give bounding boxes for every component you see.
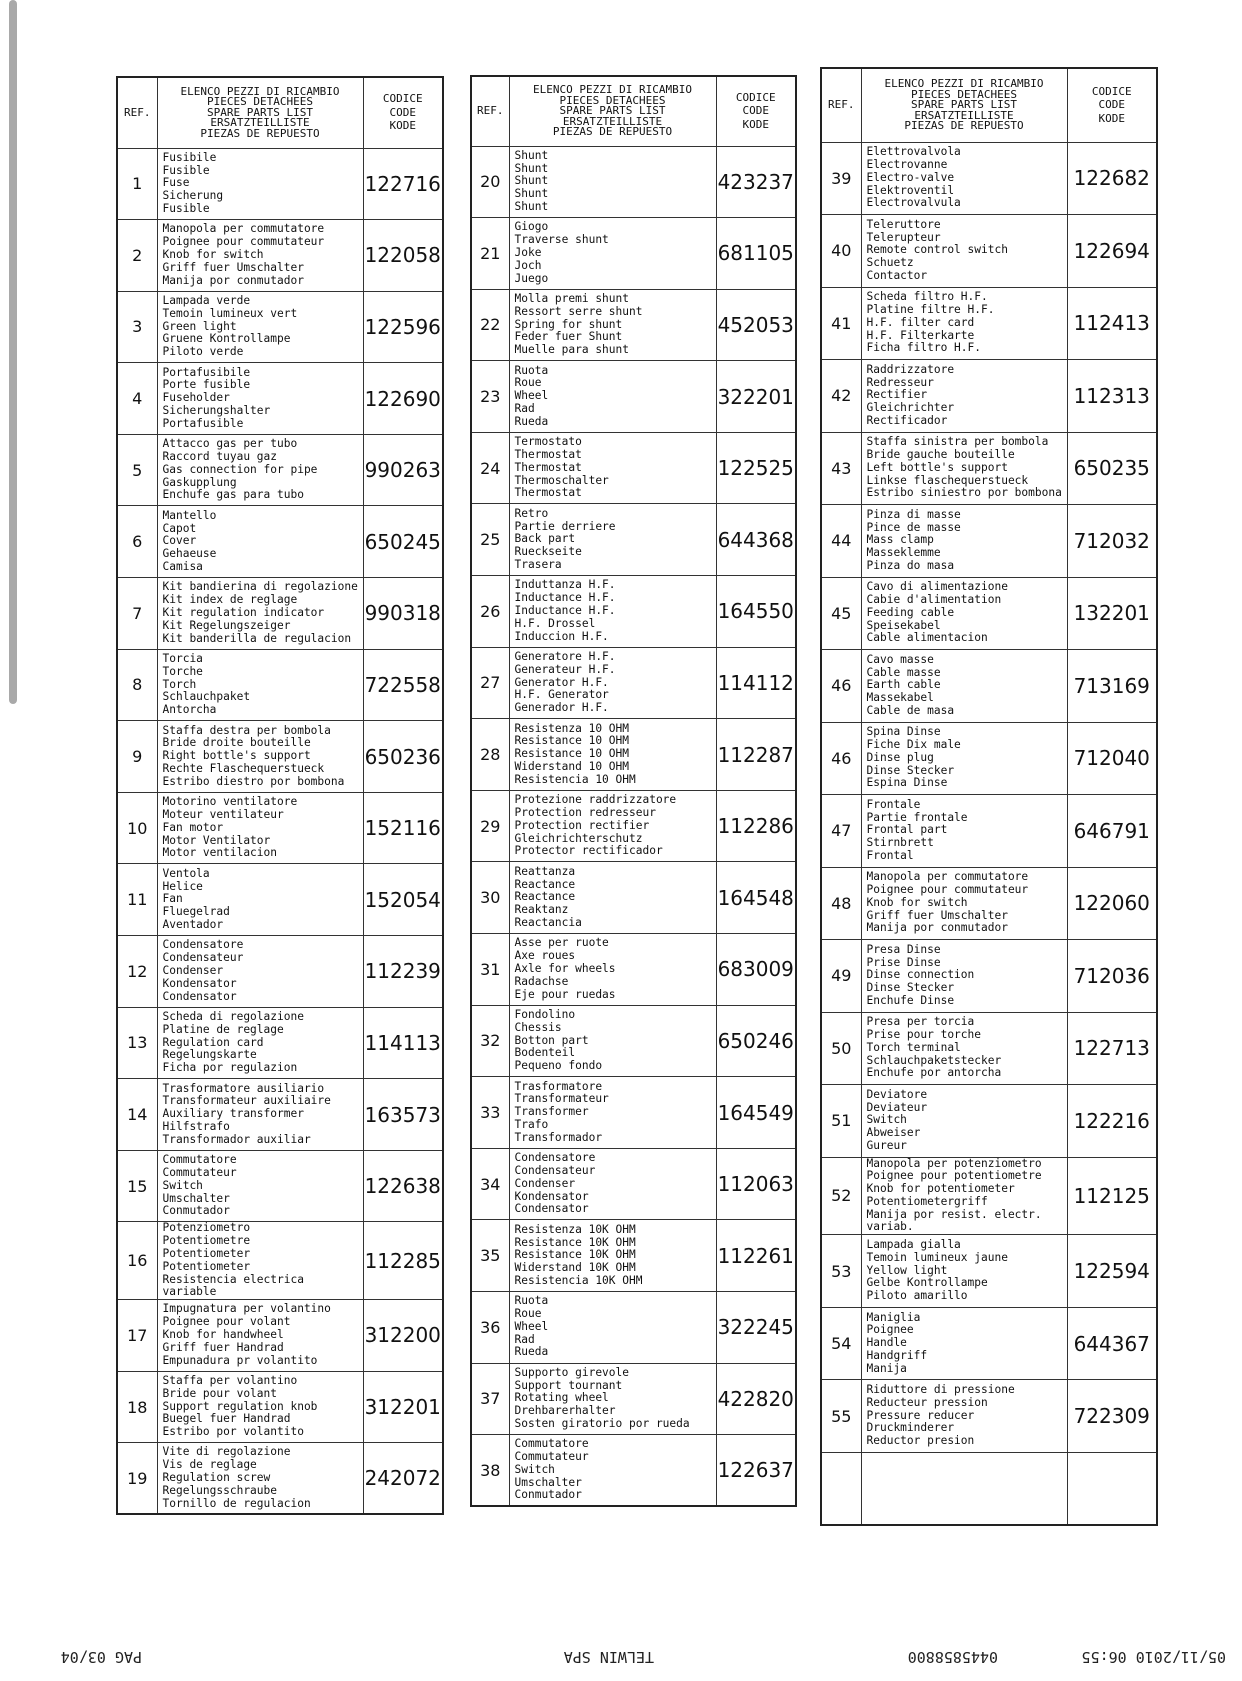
part-ref: 45 xyxy=(821,577,861,650)
parts-table-1 xyxy=(116,76,444,1515)
part-ref: 25 xyxy=(471,504,509,576)
part-description: Manopola per potenziometro Poignee pour potentiometre Knob for potentiometer Potentiometergriff Manija por resist. electr. variab. xyxy=(861,1157,1067,1235)
part-description: Retro Partie derriere Back part Rueckseite Trasera xyxy=(509,504,716,576)
part-ref: 6 xyxy=(117,506,157,578)
table-row xyxy=(821,432,1157,505)
part-code: 122637 xyxy=(716,1435,796,1507)
part-code: 712040 xyxy=(1067,722,1157,795)
table-row xyxy=(821,650,1157,723)
table-row xyxy=(821,795,1157,868)
table-row xyxy=(117,220,443,292)
part-code: 122638 xyxy=(363,1150,443,1222)
part-code: 163573 xyxy=(363,1079,443,1151)
part-code: 122682 xyxy=(1067,142,1157,215)
part-ref: 31 xyxy=(471,934,509,1006)
part-code: 132201 xyxy=(1067,577,1157,650)
table-row xyxy=(471,1292,796,1364)
table-row xyxy=(117,578,443,650)
part-ref: 47 xyxy=(821,795,861,868)
part-code: 990318 xyxy=(363,578,443,650)
fax-footer xyxy=(0,1644,1242,1668)
header-description-line: ELENCO PEZZI DI RICAMBIO xyxy=(180,84,340,98)
part-code: 152116 xyxy=(363,792,443,864)
part-code: 112285 xyxy=(363,1222,443,1300)
part-ref: 20 xyxy=(471,146,509,218)
scrollbar[interactable] xyxy=(9,0,17,704)
part-code: 112286 xyxy=(716,790,796,862)
part-code: 164549 xyxy=(716,1077,796,1149)
part-ref: 35 xyxy=(471,1220,509,1292)
fax-page: PAG 03/04 xyxy=(60,1648,142,1666)
header-description-line: ERSATZTEILLISTE xyxy=(562,114,663,128)
part-ref: 17 xyxy=(117,1300,157,1372)
part-description: Reattanza Reactance Reactance Reaktanz Reactancia xyxy=(509,862,716,934)
table-row xyxy=(471,1363,796,1435)
part-code: 722558 xyxy=(363,649,443,721)
part-description: Lampada verde Temoin lumineux vert Green light Gruene Kontrollampe Piloto verde xyxy=(157,291,363,363)
part-description: Mantello Capot Cover Gehaeuse Camisa xyxy=(157,506,363,578)
part-description: Protezione raddrizzatore Protection redresseur Protection rectifier Gleichrichterschutz Protector rectificador xyxy=(509,790,716,862)
part-code: 122694 xyxy=(1067,215,1157,288)
part-ref: 38 xyxy=(471,1435,509,1507)
part-description: Fondolino Chessis Botton part Bodenteil Pequeno fondo xyxy=(509,1005,716,1077)
part-description: Cavo di alimentazione Cabie d'alimentation Feeding cable Speisekabel Cable alimentacion xyxy=(861,577,1067,650)
part-description: Condensatore Condensateur Condenser Kondensator Condensator xyxy=(157,936,363,1008)
part-ref: 39 xyxy=(821,142,861,215)
part-code: 164548 xyxy=(716,862,796,934)
part-description: Condensatore Condensateur Condenser Kondensator Condensator xyxy=(509,1148,716,1220)
part-code: 423237 xyxy=(716,146,796,218)
part-ref: 51 xyxy=(821,1085,861,1158)
part-ref: 24 xyxy=(471,432,509,504)
part-ref: 1 xyxy=(117,148,157,220)
part-description: Cavo masse Cable masse Earth cable Massekabel Cable de masa xyxy=(861,650,1067,723)
part-code: 122716 xyxy=(363,148,443,220)
header-description-line: PIEZAS DE REPUESTO xyxy=(200,126,320,140)
part-description: Termostato Thermostat Thermostat Thermoschalter Thermostat xyxy=(509,432,716,504)
part-ref: 4 xyxy=(117,363,157,435)
part-code: 122596 xyxy=(363,291,443,363)
part-description: Ventola Helice Fan Fluegelrad Aventador xyxy=(157,864,363,936)
table-row xyxy=(117,1371,443,1443)
part-code: 164550 xyxy=(716,576,796,648)
part-ref: 19 xyxy=(117,1443,157,1515)
header-description-line: PIEZAS DE REPUESTO xyxy=(552,125,673,138)
table-row xyxy=(471,790,796,862)
part-ref: 18 xyxy=(117,1371,157,1443)
header-code-line: KODE xyxy=(389,119,416,132)
part-description: Attacco gas per tubo Raccord tuyau gaz Gas connection for pipe Gaskupplung Enchufe gas para tubo xyxy=(157,434,363,506)
table-row xyxy=(117,148,443,220)
table-row xyxy=(471,218,796,290)
part-description: Torcia Torche Torch Schlauchpaket Antorcha xyxy=(157,649,363,721)
part-ref: 42 xyxy=(821,360,861,433)
part-description: Ruota Roue Wheel Rad Rueda xyxy=(509,1292,716,1364)
header-code-line: CODE xyxy=(1098,98,1125,111)
part-description: Manopola per commutatore Poignee pour commutateur Knob for switch Griff fuer Umschalter Manija por conmutador xyxy=(157,220,363,292)
part-ref: 30 xyxy=(471,862,509,934)
fax-phone: 0445858800 xyxy=(907,1648,998,1666)
part-description: Spina Dinse Fiche Dix male Dinse plug Dinse Stecker Espina Dinse xyxy=(861,722,1067,795)
part-ref: 28 xyxy=(471,719,509,791)
table-row xyxy=(821,215,1157,288)
part-code: 122216 xyxy=(1067,1085,1157,1158)
part-description: Raddrizzatore Redresseur Rectifier Gleichrichter Rectificador xyxy=(861,360,1067,433)
table-row xyxy=(471,1220,796,1292)
header-description xyxy=(861,68,1067,142)
part-ref: 8 xyxy=(117,649,157,721)
part-ref: 14 xyxy=(117,1079,157,1151)
table-row xyxy=(117,721,443,793)
header-description-line: PIEZAS DE REPUESTO xyxy=(904,119,1024,132)
header-description xyxy=(157,77,363,148)
part-code: 122713 xyxy=(1067,1012,1157,1085)
table-row xyxy=(821,1157,1157,1235)
part-code: 644367 xyxy=(1067,1307,1157,1380)
table-row xyxy=(821,940,1157,1013)
header-code-line: KODE xyxy=(742,117,769,131)
part-ref: 13 xyxy=(117,1007,157,1079)
table-row xyxy=(471,146,796,218)
part-code: 650245 xyxy=(363,506,443,578)
part-ref: 36 xyxy=(471,1292,509,1364)
part-ref: 23 xyxy=(471,361,509,433)
part-description: Commutatore Commutateur Switch Umschalter Conmutador xyxy=(509,1435,716,1507)
part-description: Resistenza 10 OHM Resistance 10 OHM Resistance 10 OHM Widerstand 10 OHM Resistencia 10 OHM xyxy=(509,719,716,791)
header-code xyxy=(716,76,796,146)
table-row xyxy=(821,867,1157,940)
part-ref: 21 xyxy=(471,218,509,290)
part-code: 322245 xyxy=(716,1292,796,1364)
part-ref: 12 xyxy=(117,936,157,1008)
part-description: Elettrovalvola Electrovanne Electro-valve Elektroventil Electrovalvula xyxy=(861,142,1067,215)
header-code-line: CODE xyxy=(389,105,416,119)
part-code: 122525 xyxy=(716,432,796,504)
part-description: Asse per ruote Axe roues Axle for wheels Radachse Eje pour ruedas xyxy=(509,934,716,1006)
part-ref xyxy=(821,1452,861,1525)
header-code xyxy=(1067,68,1157,142)
table-row xyxy=(117,1222,443,1300)
table-row xyxy=(821,1085,1157,1158)
part-code: 713169 xyxy=(1067,650,1157,723)
part-code: 112063 xyxy=(716,1148,796,1220)
part-description: Frontale Partie frontale Frontal part Stirnbrett Frontal xyxy=(861,795,1067,868)
part-description xyxy=(861,1452,1067,1525)
table-row xyxy=(117,864,443,936)
part-description: Generatore H.F. Generateur H.F. Generator H.F. H.F. Generator Generador H.F. xyxy=(509,647,716,719)
part-description: Trasformatore Transformateur Transformer Trafo Transformador xyxy=(509,1077,716,1149)
part-code: 712036 xyxy=(1067,940,1157,1013)
table-row xyxy=(117,506,443,578)
header-description-line: PIECES DETACHEES xyxy=(559,93,666,107)
table-row xyxy=(471,862,796,934)
part-ref: 46 xyxy=(821,650,861,723)
table-row xyxy=(471,576,796,648)
part-code: 112261 xyxy=(716,1220,796,1292)
header-description-line: ELENCO PEZZI DI RICAMBIO xyxy=(884,77,1044,90)
part-code: 650246 xyxy=(716,1005,796,1077)
table-row xyxy=(117,1300,443,1372)
part-ref: 29 xyxy=(471,790,509,862)
header-description-line: ERSATZTEILLISTE xyxy=(210,116,310,129)
table-row xyxy=(471,1077,796,1149)
part-code: 114112 xyxy=(716,647,796,719)
header-code-line: CODICE xyxy=(382,92,423,105)
part-code: 112413 xyxy=(1067,287,1157,360)
part-description: Giogo Traverse shunt Joke Joch Juego xyxy=(509,218,716,290)
part-code: 242072 xyxy=(363,1443,443,1515)
part-code: 112287 xyxy=(716,719,796,791)
part-description: Riduttore di pressione Reducteur pression Pressure reducer Druckminderer Reductor presion xyxy=(861,1380,1067,1453)
part-ref: 54 xyxy=(821,1307,861,1380)
part-description: Supporto girevole Support tournant Rotating wheel Drehbarerhalter Sosten giratorio por rueda xyxy=(509,1363,716,1435)
part-ref: 50 xyxy=(821,1012,861,1085)
part-code: 681105 xyxy=(716,218,796,290)
table-row xyxy=(821,1235,1157,1308)
part-code: 722309 xyxy=(1067,1380,1157,1453)
part-ref: 55 xyxy=(821,1380,861,1453)
table-row xyxy=(117,363,443,435)
part-description: Resistenza 10K OHM Resistance 10K OHM Resistance 10K OHM Widerstand 10K OHM Resistencia 10K OHM xyxy=(509,1220,716,1292)
part-ref: 43 xyxy=(821,432,861,505)
header-code-line: CODICE xyxy=(1091,84,1132,98)
part-code: 114113 xyxy=(363,1007,443,1079)
part-ref: 33 xyxy=(471,1077,509,1149)
table-row xyxy=(117,792,443,864)
header-ref: REF. xyxy=(117,77,157,148)
part-description: Lampada gialla Temoin lumineux jaune Yellow light Gelbe Kontrollampe Piloto amarillo xyxy=(861,1235,1067,1308)
table-row xyxy=(117,1007,443,1079)
part-code: 122058 xyxy=(363,220,443,292)
header-code xyxy=(363,77,443,148)
part-description: Presa per torcia Prise pour torche Torch terminal Schlauchpaketstecker Enchufe por antorcha xyxy=(861,1012,1067,1085)
part-description: Molla premi shunt Ressort serre shunt Spring for shunt Feder fuer Shunt Muelle para shunt xyxy=(509,289,716,361)
part-description: Commutatore Commutateur Switch Umschalter Conmutador xyxy=(157,1150,363,1222)
table-row xyxy=(821,287,1157,360)
header-description-line: ELENCO PEZZI DI RICAMBIO xyxy=(533,83,692,96)
part-ref: 26 xyxy=(471,576,509,648)
part-description: Staffa destra per bombola Bride droite bouteille Right bottle's support Rechte Flaschequerstueck Estribo diestro por bombona xyxy=(157,721,363,793)
part-description: Induttanza H.F. Inductance H.F. Inductance H.F. H.F. Drossel Induccion H.F. xyxy=(509,576,716,648)
part-code: 312200 xyxy=(363,1300,443,1372)
table-row xyxy=(821,142,1157,215)
part-description: Presa Dinse Prise Dinse Dinse connection Dinse Stecker Enchufe Dinse xyxy=(861,940,1067,1013)
parts-table-3 xyxy=(820,67,1158,1526)
table-row xyxy=(117,1443,443,1515)
part-code: 683009 xyxy=(716,934,796,1006)
part-code: 122594 xyxy=(1067,1235,1157,1308)
part-ref: 41 xyxy=(821,287,861,360)
part-code: 322201 xyxy=(716,361,796,433)
table-row xyxy=(117,434,443,506)
part-code: 112313 xyxy=(1067,360,1157,433)
part-description: Portafusibile Porte fusible Fuseholder Sicherungshalter Portafusible xyxy=(157,363,363,435)
header-ref: REF. xyxy=(821,68,861,142)
part-code: 650236 xyxy=(363,721,443,793)
header-code-line: CODE xyxy=(742,104,769,117)
table-row xyxy=(821,1380,1157,1453)
table-row xyxy=(471,1148,796,1220)
part-description: Fusibile Fusible Fuse Sicherung Fusible xyxy=(157,148,363,220)
part-code: 452053 xyxy=(716,289,796,361)
part-ref: 52 xyxy=(821,1157,861,1235)
part-ref: 15 xyxy=(117,1150,157,1222)
part-description: Deviatore Deviateur Switch Abweiser Gureur xyxy=(861,1085,1067,1158)
part-description: Shunt Shunt Shunt Shunt Shunt xyxy=(509,146,716,218)
part-ref: 2 xyxy=(117,220,157,292)
part-ref: 5 xyxy=(117,434,157,506)
header-description-line: SPARE PARTS LIST xyxy=(911,98,1017,111)
table-row xyxy=(117,1150,443,1222)
part-ref: 7 xyxy=(117,578,157,650)
part-code: 112239 xyxy=(363,936,443,1008)
part-description: Staffa per volantino Bride pour volant Support regulation knob Buegel fuer Handrad Estribo por volantito xyxy=(157,1371,363,1443)
part-ref: 11 xyxy=(117,864,157,936)
header-description-line: SPARE PARTS LIST xyxy=(207,105,313,119)
part-code: 650235 xyxy=(1067,432,1157,505)
table-row xyxy=(821,577,1157,650)
part-code: 990263 xyxy=(363,434,443,506)
part-description: Scheda filtro H.F. Platine filtre H.F. H.F. filter card H.F. Filterkarte Ficha filtro H.F. xyxy=(861,287,1067,360)
part-description: Kit bandierina di regolazione Kit index de reglage Kit regulation indicator Kit Regelungszeiger Kit banderilla de regulacion xyxy=(157,578,363,650)
header-ref: REF. xyxy=(471,76,509,146)
part-description: Ruota Roue Wheel Rad Rueda xyxy=(509,361,716,433)
table-row xyxy=(821,360,1157,433)
part-ref: 46 xyxy=(821,722,861,795)
part-ref: 22 xyxy=(471,289,509,361)
part-ref: 9 xyxy=(117,721,157,793)
part-ref: 27 xyxy=(471,647,509,719)
table-row xyxy=(117,649,443,721)
header-description xyxy=(509,76,716,146)
part-code: 422820 xyxy=(716,1363,796,1435)
part-description: Trasformatore ausiliario Transformateur auxiliaire Auxiliary transformer Hilfstrafo Transformador auxiliar xyxy=(157,1079,363,1151)
part-code: 646791 xyxy=(1067,795,1157,868)
header-code-line: KODE xyxy=(1098,111,1125,125)
part-description: Maniglia Poignee Handle Handgriff Manija xyxy=(861,1307,1067,1380)
table-row xyxy=(471,1435,796,1507)
part-ref: 37 xyxy=(471,1363,509,1435)
fax-company: TELWIN SPA xyxy=(563,1648,654,1666)
table-row xyxy=(471,361,796,433)
header-description-line: PIECES DETACHEES xyxy=(911,87,1017,101)
header-description-line: SPARE PARTS LIST xyxy=(559,104,666,117)
table-row xyxy=(471,504,796,576)
part-description: Impugnatura per volantino Poignee pour volant Knob for handwheel Griff fuer Handrad Empunadura pr volantito xyxy=(157,1300,363,1372)
part-description: Staffa sinistra per bombola Bride gauche bouteille Left bottle's support Linkse flaschequerstueck Estribo siniestro por bombona xyxy=(861,432,1067,505)
part-description: Potenziometro Potentiometre Potentiometer Potentiometer Resistencia electrica variable xyxy=(157,1222,363,1300)
part-code: 644368 xyxy=(716,504,796,576)
part-code: 112125 xyxy=(1067,1157,1157,1235)
header-code-line: CODICE xyxy=(735,90,776,104)
part-ref: 53 xyxy=(821,1235,861,1308)
part-code: 122060 xyxy=(1067,867,1157,940)
part-ref: 10 xyxy=(117,792,157,864)
part-description: Vite di regolazione Vis de reglage Regulation screw Regelungsschraube Tornillo de regulacion xyxy=(157,1443,363,1515)
table-row xyxy=(821,722,1157,795)
part-description: Teleruttore Telerupteur Remote control switch Schuetz Contactor xyxy=(861,215,1067,288)
table-row xyxy=(821,1012,1157,1085)
table-row xyxy=(821,1307,1157,1380)
table-row xyxy=(471,1005,796,1077)
part-ref: 34 xyxy=(471,1148,509,1220)
table-row xyxy=(117,1079,443,1151)
part-code: 312201 xyxy=(363,1371,443,1443)
parts-table-2 xyxy=(470,75,797,1507)
part-description: Motorino ventilatore Moteur ventilateur Fan motor Motor Ventilator Motor ventilacion xyxy=(157,792,363,864)
part-code: 712032 xyxy=(1067,505,1157,578)
header-description-line: PIECES DETACHEES xyxy=(207,95,313,108)
table-row xyxy=(821,1452,1157,1525)
part-ref: 16 xyxy=(117,1222,157,1300)
part-ref: 3 xyxy=(117,291,157,363)
part-description: Pinza di masse Pince de masse Mass clamp Masseklemme Pinza do masa xyxy=(861,505,1067,578)
table-row xyxy=(117,936,443,1008)
part-ref: 48 xyxy=(821,867,861,940)
part-ref: 32 xyxy=(471,1005,509,1077)
table-row xyxy=(471,289,796,361)
table-row xyxy=(117,291,443,363)
part-description: Scheda di regolazione Platine de reglage Regulation card Regelungskarte Ficha por regulazion xyxy=(157,1007,363,1079)
part-description: Manopola per commutatore Poignee pour commutateur Knob for switch Griff fuer Umschalter Manija por conmutador xyxy=(861,867,1067,940)
table-row xyxy=(471,432,796,504)
part-ref: 40 xyxy=(821,215,861,288)
table-row xyxy=(471,719,796,791)
part-code xyxy=(1067,1452,1157,1525)
table-row xyxy=(471,647,796,719)
fax-datetime: 05/11/2010 06:55 xyxy=(1081,1648,1226,1666)
part-ref: 49 xyxy=(821,940,861,1013)
part-code: 152054 xyxy=(363,864,443,936)
header-description-line: ERSATZTEILLISTE xyxy=(914,108,1014,122)
table-row xyxy=(821,505,1157,578)
part-code: 122690 xyxy=(363,363,443,435)
part-ref: 44 xyxy=(821,505,861,578)
table-row xyxy=(471,934,796,1006)
